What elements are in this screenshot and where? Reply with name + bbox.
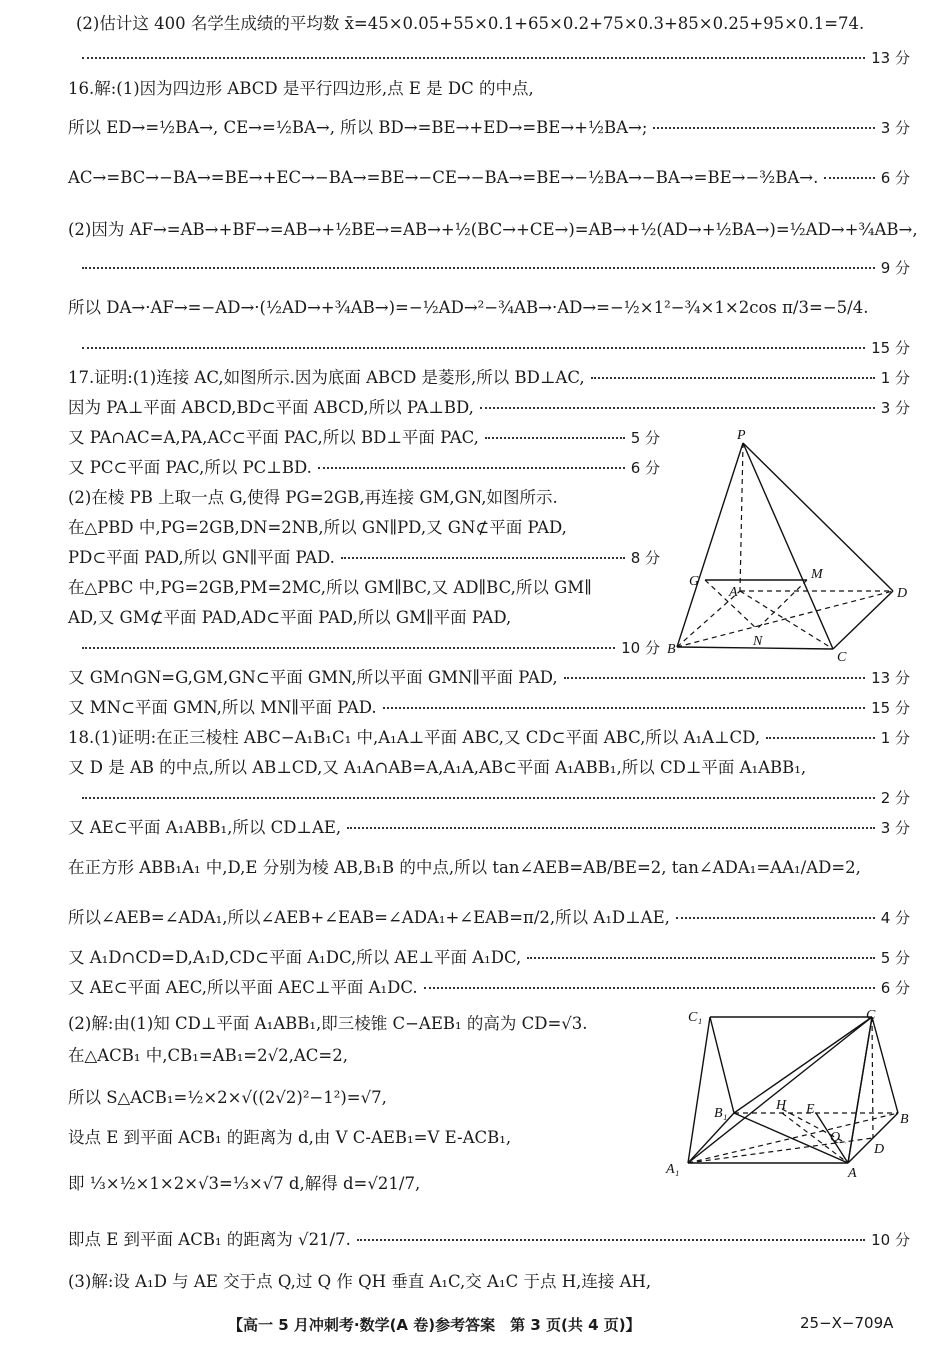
score-line: 15 分	[76, 338, 910, 358]
text-line: 又 PC⊂平面 PAC,所以 PC⊥BD. 6 分	[68, 458, 660, 477]
text-line: 即点 E 到平面 ACB₁ 的距离为 √21/7. 10 分	[68, 1230, 910, 1249]
score-line: 13 分	[76, 48, 910, 68]
text-line: (3)解:设 A₁D 与 AE 交于点 Q,过 Q 作 QH 垂直 A₁C,交 A₁C 于点 H,连接 AH,	[68, 1272, 652, 1291]
text-line: (2)估计这 400 名学生成绩的平均数 x̄=45×0.05+55×0.1+65×0.2+75×0.3+85×0.25+95×0.1=74.	[76, 14, 865, 33]
label-A: A	[729, 585, 738, 600]
text-line: 所以 DA→·AF→=−AD→·(½AD→+¾AB→)=−½AD→²−¾AB→·AD→=−½×1²−¾×1×2cos π/3=−5/4.	[68, 298, 869, 317]
text-line: 即 ⅓×½×1×2×√3=⅓×√7 d,解得 d=√21/7,	[68, 1174, 421, 1193]
label-B1: B₁	[714, 1106, 728, 1121]
text-line: 在正方形 ABB₁A₁ 中,D,E 分别为棱 AB,B₁B 的中点,所以 tan∠AEB=AB/BE=2, tan∠ADA₁=AA₁/AD=2,	[68, 858, 861, 877]
text-line: 16.解:(1)因为四边形 ABCD 是平行四边形,点 E 是 DC 的中点,	[68, 79, 534, 98]
text-line: 18.(1)证明:在正三棱柱 ABC−A₁B₁C₁ 中,A₁A⊥平面 ABC,又 CD⊂平面 ABC,所以 A₁A⊥CD, 1 分	[68, 728, 910, 747]
label-D: D	[897, 586, 908, 601]
label-Q: Q	[830, 1130, 841, 1145]
label-A: A	[848, 1166, 857, 1181]
prism-figure	[662, 1005, 914, 1185]
label-C: C	[837, 650, 847, 665]
label-C: C	[866, 1008, 876, 1023]
label-B: B	[900, 1112, 909, 1127]
label-E: E	[806, 1102, 815, 1117]
text-line: 在△ACB₁ 中,CB₁=AB₁=2√2,AC=2,	[68, 1046, 348, 1065]
text-line: 所以∠AEB=∠ADA₁,所以∠AEB+∠EAB=∠ADA₁+∠EAB=π/2,所以 A₁D⊥AE, 4 分	[68, 908, 910, 927]
text-line: AC→=BC→−BA→=BE→+EC→−BA→=BE→−CE→−BA→=BE→−½BA→−BA→=BE→−³⁄₂BA→. 6 分	[68, 168, 910, 187]
footer-title: 【高一 5 月冲刺考·数学(A 卷)参考答案 第 3 页(共 4 页)】	[228, 1316, 641, 1334]
text-line: 因为 PA⊥平面 ABCD,BD⊂平面 ABCD,所以 PA⊥BD, 3 分	[68, 398, 910, 417]
footer-code: 25−X−709A	[800, 1314, 894, 1332]
label-H: H	[776, 1098, 787, 1113]
score-line: 2 分	[76, 788, 910, 808]
text-line: (2)在棱 PB 上取一点 G,使得 PG=2GB,再连接 GM,GN,如图所示.	[68, 488, 558, 507]
text-line: 又 MN⊂平面 GMN,所以 MN∥平面 PAD. 15 分	[68, 698, 910, 717]
text-line: (2)解:由(1)知 CD⊥平面 A₁ABB₁,即三棱锥 C−AEB₁ 的高为 CD=√3.	[68, 1014, 588, 1033]
label-N: N	[753, 634, 763, 649]
score-line: 9 分	[76, 258, 910, 278]
text-line: 又 PA∩AC=A,PA,AC⊂平面 PAC,所以 BD⊥平面 PAC, 5 分	[68, 428, 660, 447]
text-line: 设点 E 到平面 ACB₁ 的距离为 d,由 V C-AEB₁=V E-ACB₁,	[68, 1128, 512, 1147]
text-line: 又 AE⊂平面 A₁ABB₁,所以 CD⊥AE, 3 分	[68, 818, 910, 837]
label-M: M	[811, 567, 823, 582]
label-B: B	[667, 642, 676, 657]
text-line: PD⊂平面 PAD,所以 GN∥平面 PAD. 8 分	[68, 548, 660, 567]
text-line: (2)因为 AF→=AB→+BF→=AB→+½BE→=AB→+½(BC→+CE→)=AB→+½(AD→+½BA→)=½AD→+¾AB→,	[68, 220, 918, 239]
text-line: 在△PBC 中,PG=2GB,PM=2MC,所以 GM∥BC,又 AD∥BC,所以 GM∥	[68, 578, 592, 597]
text-line: AD,又 GM⊄平面 PAD,AD⊂平面 PAD,所以 GM∥平面 PAD,	[68, 608, 512, 627]
label-C1: C₁	[688, 1010, 703, 1025]
text-line: 又 GM∩GN=G,GM,GN⊂平面 GMN,所以平面 GMN∥平面 PAD, 13 分	[68, 668, 910, 687]
text-line: 所以 S△ACB₁=½×2×√((2√2)²−1²)=√7,	[68, 1088, 387, 1107]
text-line: 在△PBD 中,PG=2GB,DN=2NB,所以 GN∥PD,又 GN⊄平面 PAD,	[68, 518, 567, 537]
text-line: 17.证明:(1)连接 AC,如图所示.因为底面 ABCD 是菱形,所以 BD⊥AC, 1 分	[68, 368, 910, 387]
text-line: 又 D 是 AB 的中点,所以 AB⊥CD,又 A₁A∩AB=A,A₁A,AB⊂平面 A₁ABB₁,所以 CD⊥平面 A₁ABB₁,	[68, 758, 807, 777]
text-line: 又 A₁D∩CD=D,A₁D,CD⊂平面 A₁DC,所以 AE⊥平面 A₁DC, 5 分	[68, 948, 910, 967]
score-line: 10 分	[76, 638, 660, 658]
pyramid-figure	[665, 425, 913, 665]
label-D: D	[874, 1142, 885, 1157]
label-P: P	[737, 428, 746, 443]
label-A1: A₁	[666, 1162, 680, 1177]
label-G: G	[689, 574, 700, 589]
text-line: 所以 ED→=½BA→, CE→=½BA→, 所以 BD→=BE→+ED→=BE→+½BA→; 3 分	[68, 118, 910, 137]
text-line: 又 AE⊂平面 AEC,所以平面 AEC⊥平面 A₁DC. 6 分	[68, 978, 910, 997]
